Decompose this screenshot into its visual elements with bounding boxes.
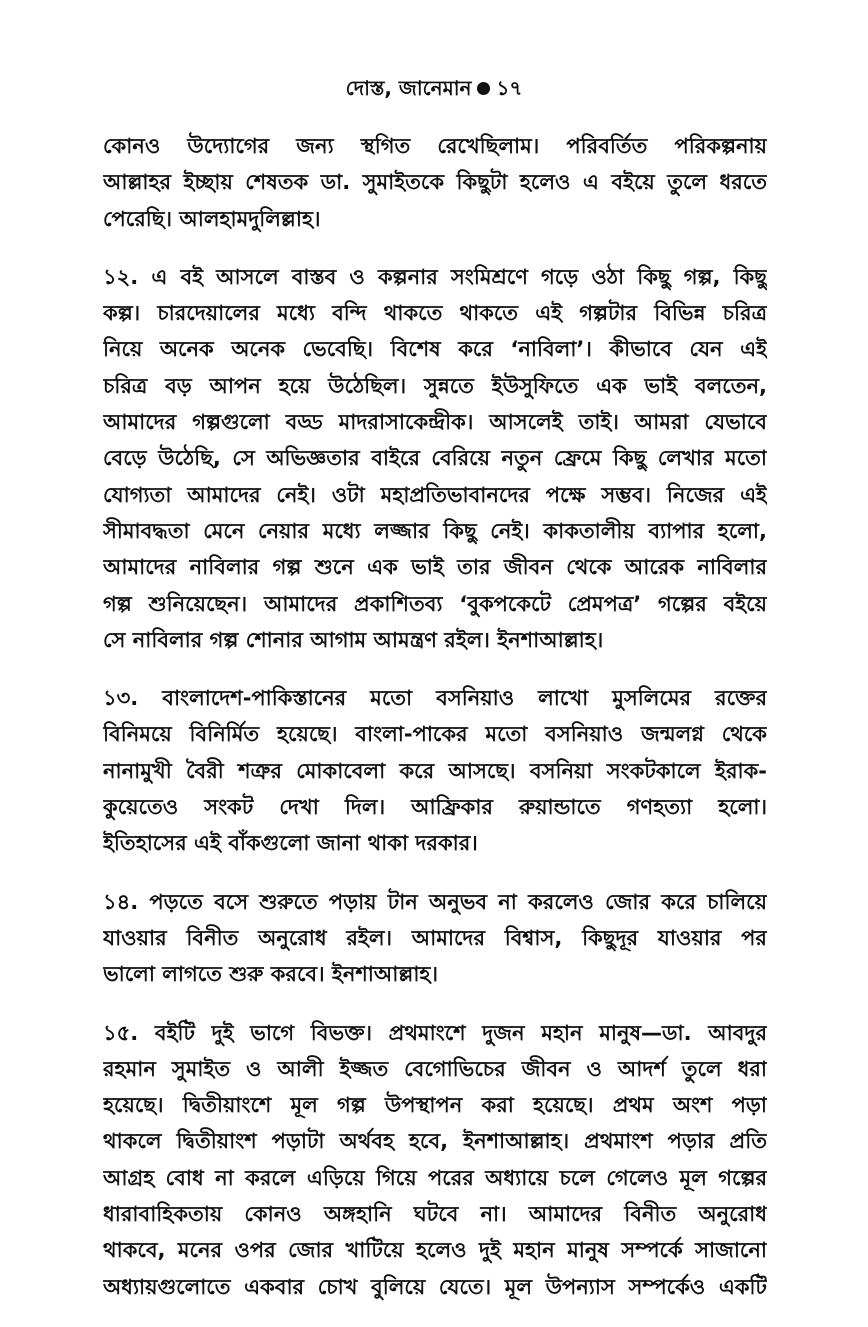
text-line: আমাদের গল্পগুলো বড্ড মাদরাসাকেন্দ্রীক। আসলেই তাই। আমরা যেভাবে — [103, 410, 767, 435]
book-title: দোস্ত, জানেমান — [345, 76, 472, 100]
text-line: ১৩. বাংলাদেশ-পাকিস্তানের মতো বসনিয়াও লাখো মুসলিমের রক্তের — [103, 686, 767, 711]
text-line: যাওয়ার বিনীত অনুরোধ রইল। আমাদের বিশ্বাস, কিছুদূর যাওয়ার পর — [103, 925, 767, 950]
text-line: ১৪. পড়তে বসে শুরুতে পড়ায় টান অনুভব না করলেও জোর করে চালিয়ে — [103, 889, 767, 914]
text-line: আমাদের নাবিলার গল্প শুনে এক ভাই তার জীবন থেকে আরেক নাবিলার — [103, 555, 767, 580]
text-line: হয়েছে। দ্বিতীয়াংশে মূল গল্প উপস্থাপন করা হয়েছে। প্রথম অংশ পড়া — [103, 1093, 767, 1118]
text-line: সে নাবিলার গল্প শোনার আগাম আমন্ত্রণ রইল। ইনশাআল্লাহ। — [103, 627, 604, 652]
text-line: নানামুখী বৈরী শত্রুর মোকাবেলা করে আসছে। বসনিয়া সংকটকালে ইরাক- — [103, 758, 767, 783]
paragraph-13 — [103, 680, 767, 861]
text-line: নিয়ে অনেক অনেক ভেবেছি। বিশেষ করে ‘নাবিলা’। কীভাবে যেন এই — [103, 337, 767, 362]
text-line: ১২. এ বই আসলে বাস্তব ও কল্পনার সংমিশ্রণে গড়ে ওঠা কিছু গল্প, কিছু — [103, 264, 767, 289]
bullet-dot-icon — [477, 82, 490, 95]
paragraph-12 — [103, 259, 767, 658]
page-body — [103, 128, 767, 1327]
running-header — [0, 74, 868, 102]
text-line: গল্প শুনিয়েছেন। আমাদের প্রকাশিতব্য ‘বুকপকেটে প্রেমপত্র’ গল্পের বইয়ে — [103, 591, 767, 616]
text-line: ১৫. বইটি দুই ভাগে বিভক্ত। প্রথমাংশে দুজন মহান মানুষ—ডা. আবদুর — [103, 1020, 767, 1045]
text-line: কল্প। চারদেয়ালের মধ্যে বন্দি থাকতে থাকতে এই গল্পটার বিভিন্ন চরিত্র — [103, 301, 767, 326]
paragraph-15 — [103, 1015, 767, 1305]
text-line: আল্লাহর ইচ্ছায় শেষতক ডা. সুমাইতকে কিছুটা হলেও এ বইয়ে তুলে ধরতে — [103, 170, 767, 195]
text-line: আগ্রহ বোধ না করলে এড়িয়ে গিয়ে পরের অধ্যায়ে চলে গেলেও মূল গল্পের — [103, 1165, 767, 1190]
text-line: যোগ্যতা আমাদের নেই। ওটা মহাপ্রতিভাবানদের পক্ষে সম্ভব। নিজের এই — [103, 482, 767, 507]
text-line: রহমান সুমাইত ও আলী ইজ্জত বেগোভিচের জীবন ও আদর্শ তুলে ধরা — [103, 1056, 767, 1081]
text-line: কোনও উদ্যোগের জন্য স্থগিত রেখেছিলাম। পরিবর্তিত পরিকল্পনায় — [103, 134, 767, 158]
text-line: কুয়েতেও সংকট দেখা দিল। আফ্রিকার রুয়ান্ডাতে গণহত্যা হলো। — [103, 795, 767, 820]
paragraph-14 — [103, 884, 767, 993]
text-line: ইতিহাসের এই বাঁকগুলো জানা থাকা দরকার। — [103, 831, 478, 856]
paragraph-continuation — [103, 128, 767, 237]
text-line: ভালো লাগতে শুরু করবে। ইনশাআল্লাহ। — [103, 962, 438, 987]
text-line: সীমাবদ্ধতা মেনে নেয়ার মধ্যে লজ্জার কিছু নেই। কাকতালীয় ব্যাপার হলো, — [103, 518, 767, 543]
text-line: অধ্যায়গুলোতে একবার চোখ বুলিয়ে যেতে। মূল উপন্যাস সম্পর্কেও একটি — [103, 1274, 767, 1299]
text-line: থাকবে, মনের ওপর জোর খাটিয়ে হলেও দুই মহান মানুষ সম্পর্কে সাজানো — [103, 1238, 767, 1263]
text-line: ধারাবাহিকতায় কোনও অঙ্গহানি ঘটবে না। আমাদের বিনীত অনুরোধ — [103, 1202, 767, 1227]
text-line: বেড়ে উঠেছি, সে অভিজ্ঞতার বাইরে বেরিয়ে নতুন ফ্রেমে কিছু লেখার মতো — [103, 446, 767, 471]
text-line: পেরেছি। আলহামদুলিল্লাহ। — [103, 206, 321, 231]
text-line: থাকলে দ্বিতীয়াংশ পড়াটা অর্থবহ হবে, ইনশাআল্লাহ। প্রথমাংশ পড়ার প্রতি — [103, 1129, 767, 1154]
page-number: ১৭ — [496, 76, 523, 100]
text-line: চরিত্র বড় আপন হয়ে উঠেছিল। সুন্নতে ইউসুফিতে এক ভাই বলতেন, — [103, 373, 767, 398]
text-line: বিনিময়ে বিনির্মিত হয়েছে। বাংলা-পাকের মতো বসনিয়াও জন্মলগ্ন থেকে — [103, 722, 767, 747]
